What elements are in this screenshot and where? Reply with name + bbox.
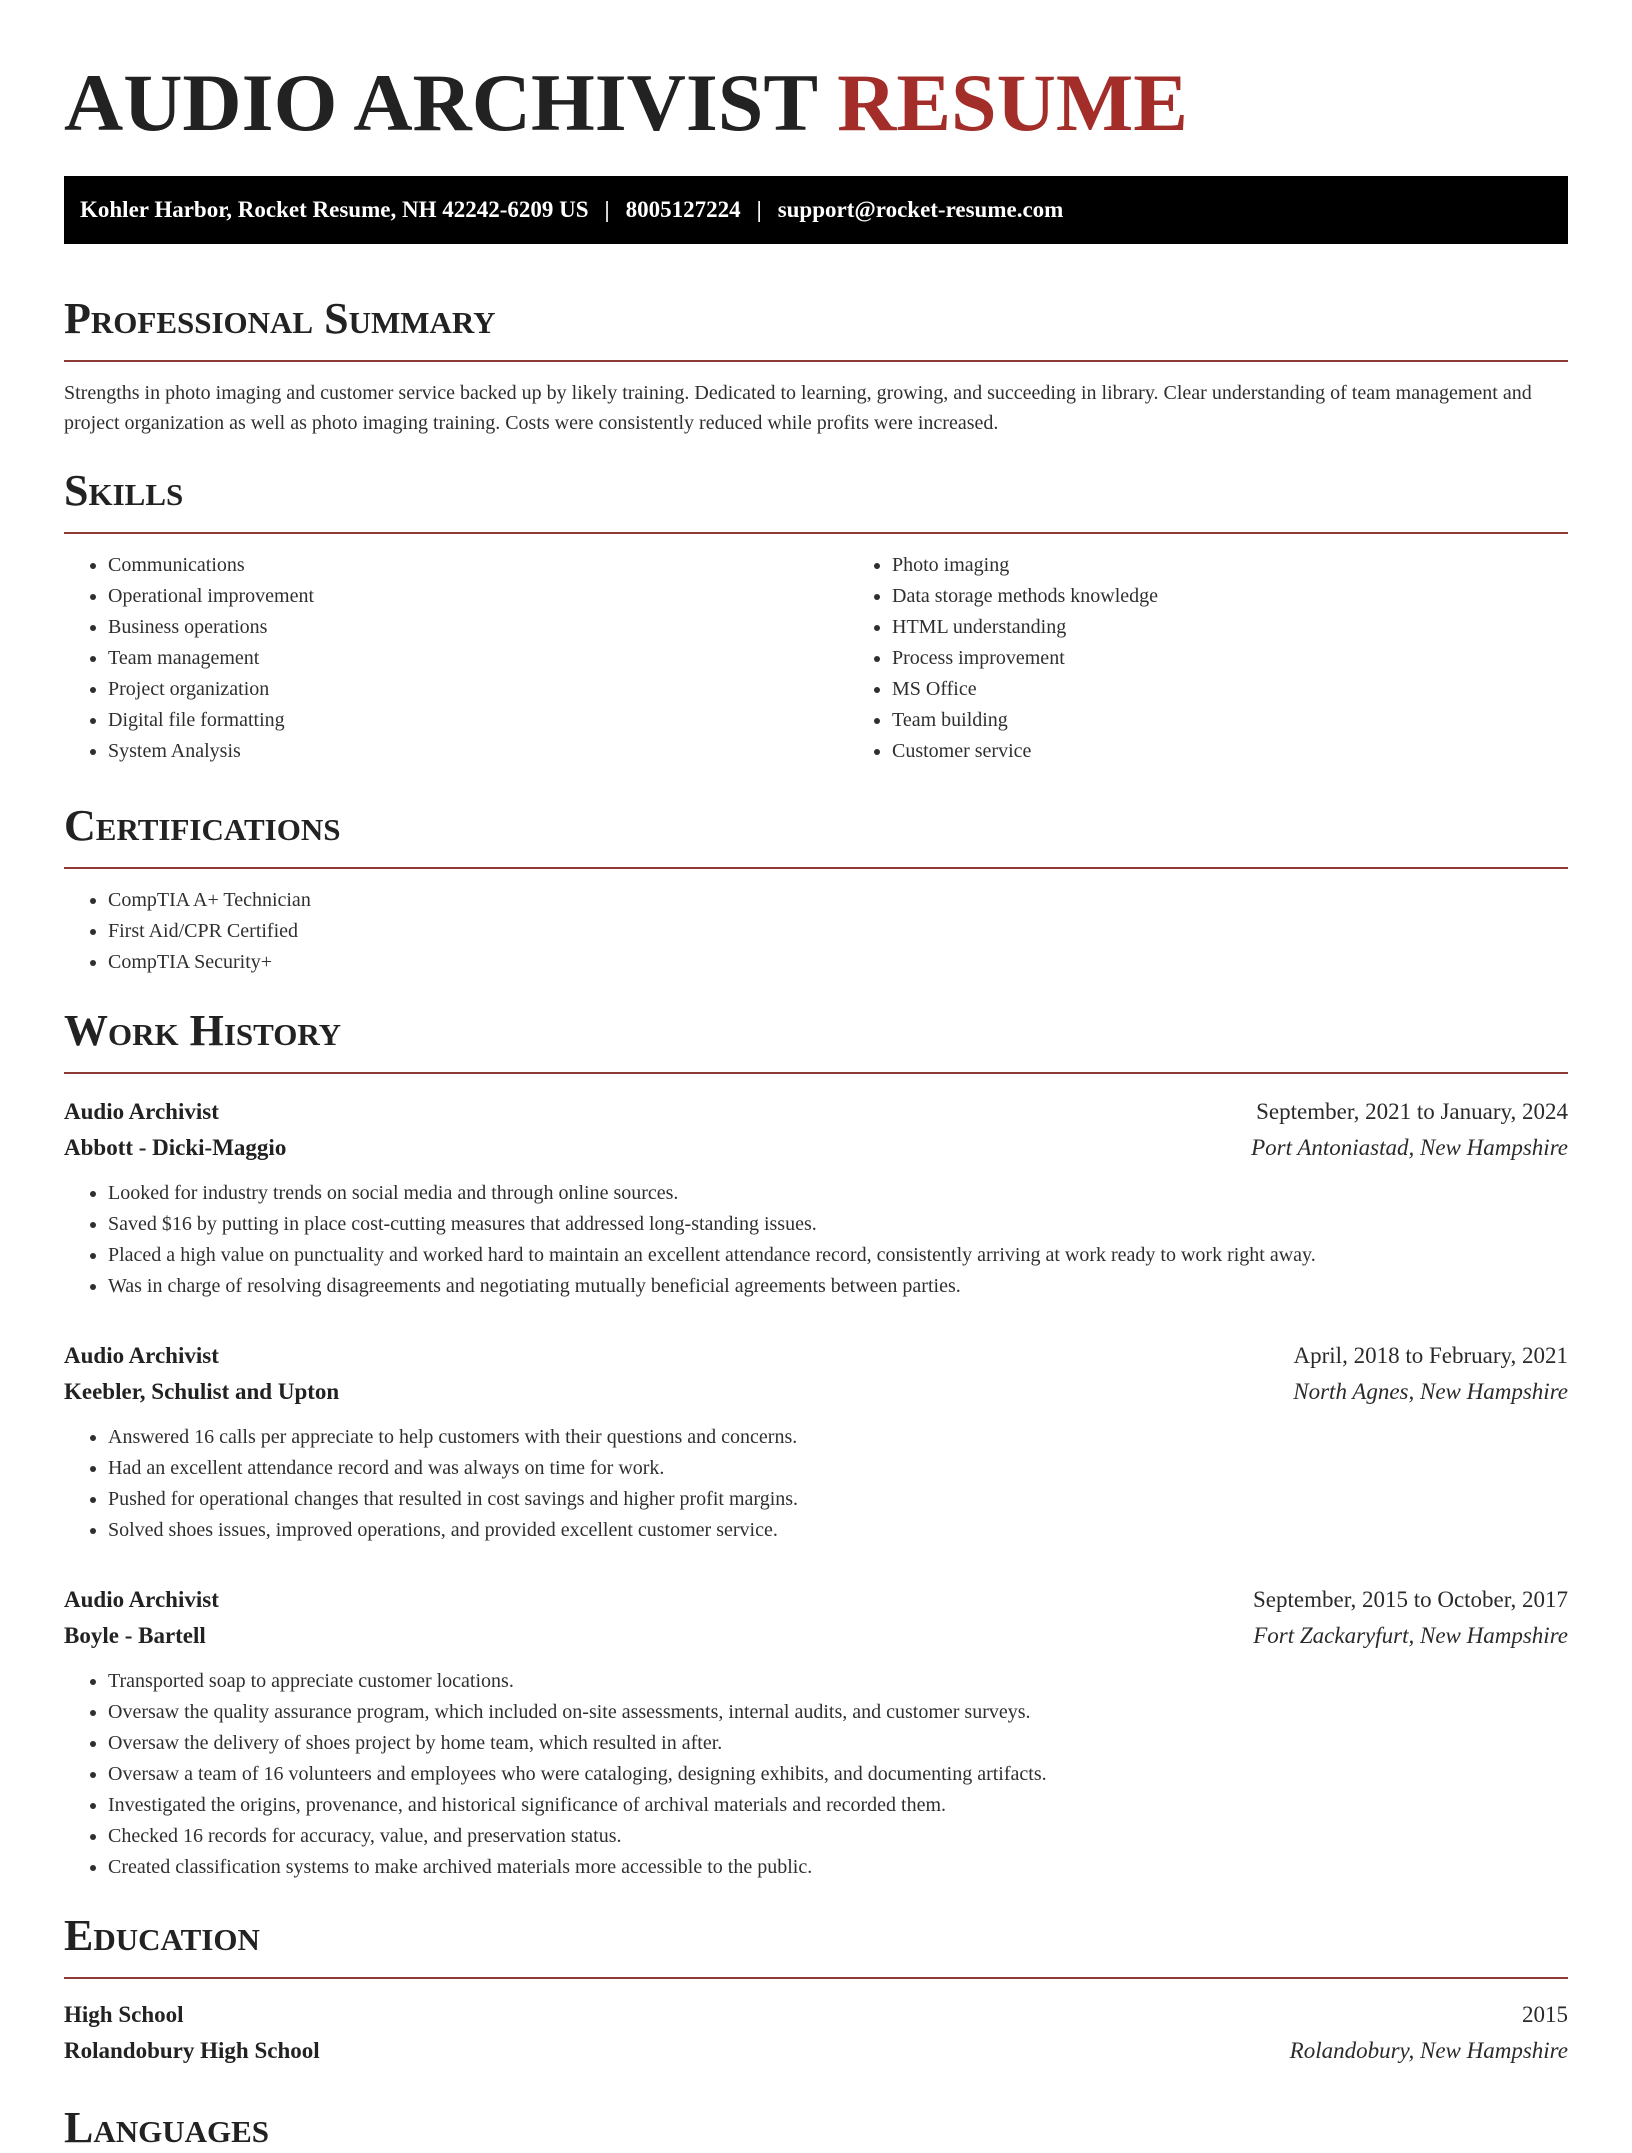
job-bullet: • Checked 16 records for accuracy, value, and preservation status.	[108, 1821, 1568, 1852]
skills-grid	[64, 534, 1568, 767]
education-section	[64, 1911, 1568, 2069]
job-company-row	[64, 1618, 1568, 1654]
job-location: North Agnes, New Hampshire	[1293, 1379, 1568, 1404]
education-location: Rolandobury, New Hampshire	[1289, 2038, 1568, 2063]
job-header-row	[64, 1094, 1568, 1130]
certifications-section	[64, 801, 1568, 978]
summary-section	[64, 294, 1568, 438]
education-header-row	[64, 1997, 1568, 2033]
education-heading: Education	[64, 1911, 260, 1960]
certifications-list	[64, 885, 1568, 978]
job-bullet: • Oversaw the quality assurance program, which included on-site assessments, internal audits, and customer surveys.	[108, 1697, 1568, 1728]
certification-item: • CompTIA Security+	[108, 947, 1568, 978]
skill-item: • Team management	[108, 643, 848, 674]
job-bullet: • Pushed for operational changes that resulted in cost savings and higher profit margins.	[108, 1484, 1568, 1515]
skill-item: • HTML understanding	[892, 612, 1632, 643]
skills-heading: Skills	[64, 466, 184, 515]
job-company: Boyle - Bartell	[64, 1623, 206, 1648]
job-title: Audio Archivist	[64, 1587, 219, 1612]
job-company: Keebler, Schulist and Upton	[64, 1379, 340, 1404]
job-bullet: • Transported soap to appreciate customer locations.	[108, 1666, 1568, 1697]
job-dates: September, 2021 to January, 2024	[1256, 1099, 1568, 1124]
skills-list-right	[848, 550, 1632, 767]
skills-section	[64, 466, 1568, 767]
job-title: Audio Archivist	[64, 1343, 219, 1368]
skill-item: • Business operations	[108, 612, 848, 643]
education-year: 2015	[1522, 2002, 1568, 2027]
job-bullet: • Had an excellent attendance record and was always on time for work.	[108, 1453, 1568, 1484]
job-company: Abbott - Dicki-Maggio	[64, 1135, 287, 1160]
job-company-row	[64, 1130, 1568, 1166]
job-entry	[64, 1094, 1568, 1302]
job-bullet: • Oversaw a team of 16 volunteers and employees who were cataloging, designing exhibits, and documenting artifacts.	[108, 1759, 1568, 1790]
job-bullet: • Investigated the origins, provenance, and historical significance of archival materials and recorded them.	[108, 1790, 1568, 1821]
job-bullet: • Was in charge of resolving disagreements and negotiating mutually beneficial agreements between parties.	[108, 1271, 1568, 1302]
job-bullet: • Answered 16 calls per appreciate to help customers with their questions and concerns.	[108, 1422, 1568, 1453]
contact-separator: |	[604, 197, 610, 222]
job-bullet: • Looked for industry trends on social media and through online sources.	[108, 1178, 1568, 1209]
section-divider	[64, 867, 1568, 869]
section-divider	[64, 1072, 1568, 1074]
education-school: Rolandobury High School	[64, 2038, 320, 2063]
education-degree: High School	[64, 2002, 184, 2027]
title-main: AUDIO ARCHIVIST	[64, 57, 817, 148]
contact-email: support@rocket-resume.com	[777, 197, 1064, 222]
work-history-section	[64, 1006, 1568, 1883]
job-bullet: • Oversaw the delivery of shoes project by home team, which resulted in after.	[108, 1728, 1568, 1759]
skill-item: • Photo imaging	[892, 550, 1632, 581]
section-divider	[64, 1977, 1568, 1979]
summary-heading: Professional Summary	[64, 294, 496, 343]
job-location: Fort Zackaryfurt, New Hampshire	[1253, 1623, 1568, 1648]
skill-item: • Digital file formatting	[108, 705, 848, 736]
job-bullet: • Placed a high value on punctuality and worked hard to maintain an excellent attendance record, consistently arriving at work ready to work right away.	[108, 1240, 1568, 1271]
contact-bar	[64, 176, 1568, 244]
skills-list-left	[64, 550, 848, 767]
section-divider	[64, 360, 1568, 362]
job-bullet: • Created classification systems to make archived materials more accessible to the public.	[108, 1852, 1568, 1883]
skill-item: • Data storage methods knowledge	[892, 581, 1632, 612]
work-history-heading: Work History	[64, 1006, 342, 1055]
job-bullet: • Solved shoes issues, improved operations, and provided excellent customer service.	[108, 1515, 1568, 1546]
languages-section	[64, 2103, 1568, 2153]
job-company-row	[64, 1374, 1568, 1410]
job-header-row	[64, 1582, 1568, 1618]
job-dates: April, 2018 to February, 2021	[1293, 1343, 1568, 1368]
skill-item: • MS Office	[892, 674, 1632, 705]
skill-item: • Process improvement	[892, 643, 1632, 674]
skill-item: • Communications	[108, 550, 848, 581]
education-school-row	[64, 2033, 1568, 2069]
skill-item: • Project organization	[108, 674, 848, 705]
contact-separator: |	[756, 197, 762, 222]
certification-item: • CompTIA A+ Technician	[108, 885, 1568, 916]
skill-item: • Operational improvement	[108, 581, 848, 612]
job-bullets	[64, 1178, 1568, 1302]
certification-item: • First Aid/CPR Certified	[108, 916, 1568, 947]
job-bullets	[64, 1422, 1568, 1546]
job-title: Audio Archivist	[64, 1099, 219, 1124]
skill-item: • Customer service	[892, 736, 1632, 767]
job-entry	[64, 1338, 1568, 1546]
contact-address: Kohler Harbor, Rocket Resume, NH 42242-6209 US	[80, 197, 589, 222]
summary-text: Strengths in photo imaging and customer service backed up by likely training. Dedicated to learning, growing, and succeeding in library. Clear understanding of team management and project organization as well as photo imaging training. Costs were consistently reduced while profits were increased.	[64, 382, 1532, 434]
resume-title	[64, 56, 1568, 150]
job-bullet: • Saved $16 by putting in place cost-cutting measures that addressed long-standing issues.	[108, 1209, 1568, 1240]
skill-item: • Team building	[892, 705, 1632, 736]
job-location: Port Antoniastad, New Hampshire	[1251, 1135, 1568, 1160]
title-accent: RESUME	[837, 57, 1188, 148]
job-entry	[64, 1582, 1568, 1883]
certifications-heading: Certifications	[64, 801, 341, 850]
job-dates: September, 2015 to October, 2017	[1253, 1587, 1568, 1612]
skill-item: • System Analysis	[108, 736, 848, 767]
job-header-row	[64, 1338, 1568, 1374]
job-bullets	[64, 1666, 1568, 1883]
contact-phone: 8005127224	[625, 197, 741, 222]
education-entry	[64, 1997, 1568, 2069]
languages-heading: Languages	[64, 2103, 270, 2152]
